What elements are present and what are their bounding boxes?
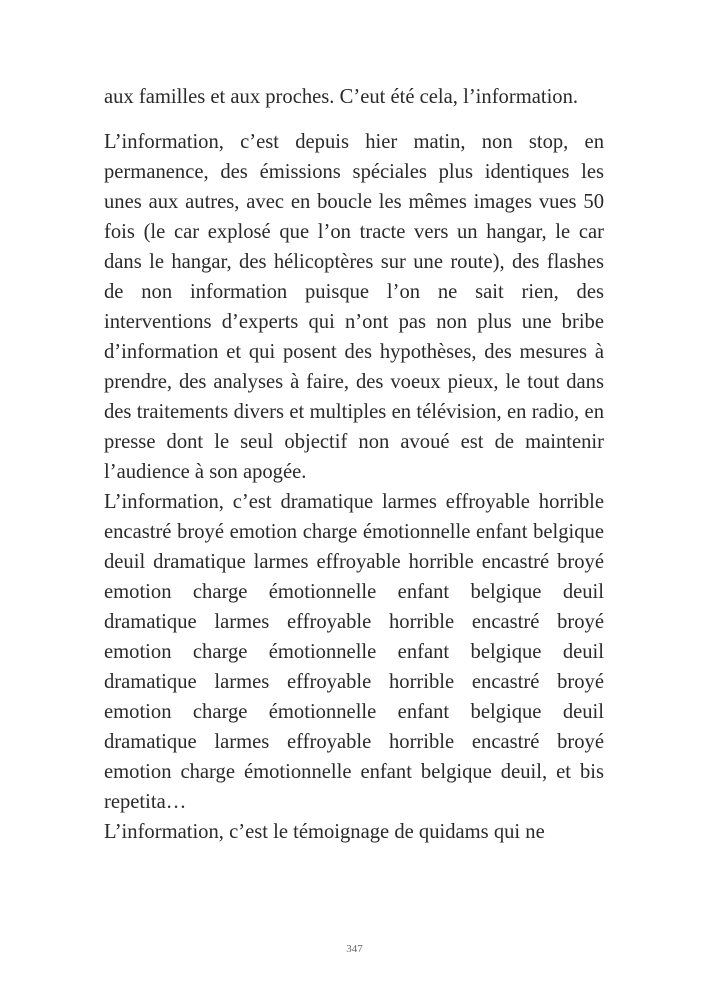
page-body [104, 82, 604, 847]
paragraph-3: L’information, c’est dramatique larmes effroyable horrible encastré broyé emotion charge émotionnelle enfant belgique deuil dramatique larmes effroyable horrible encastré broyé emotion charge émotionnelle enfant belgique deuil dramatique larmes effroyable horrible encastré broyé emotion charge émotionnelle enfant belgique deuil dramatique larmes effroyable horrible encastré broyé emotion charge émotionnelle enfant belgique deuil dramatique larmes effroyable horrible encastré broyé emotion charge émotionnelle enfant belgique deuil, et bis repetita… [104, 491, 604, 813]
page-number: 347 [346, 943, 363, 955]
paragraph-4: L’information, c’est le témoignage de quidams qui ne [104, 821, 545, 843]
paragraph-2: L’information, c’est depuis hier matin, non stop, en permanence, des émissions spéciales plus identiques les unes aux autres, avec en boucle les mêmes images vues 50 fois (le car explosé que l’on tracte vers un hangar, le car dans le hangar, des hélicoptères sur une route), des flashes de non information puisque l’on ne sait rien, des interventions d’experts qui n’ont pas non plus une bribe d’information et qui posent des hypothèses, des mesures à prendre, des analyses à faire, des voeux pieux, le tout dans des traitements divers et multiples en télévision, en radio, en presse dont le seul objectif non avoué est de maintenir l’audience à son apogée. [104, 131, 604, 483]
paragraph-1: aux familles et aux proches. C’eut été cela, l’information. [104, 86, 579, 108]
